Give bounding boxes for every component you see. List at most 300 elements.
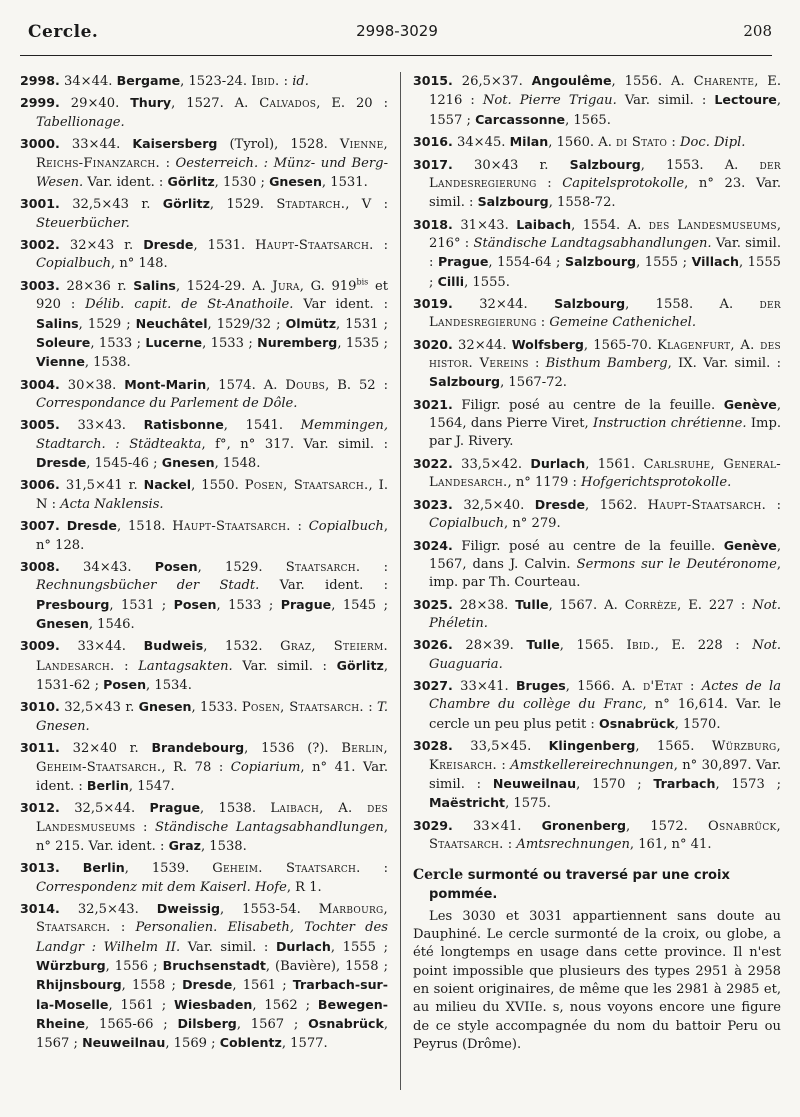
place-name: Durlach xyxy=(530,455,586,471)
entry-text: : xyxy=(667,135,680,151)
place-name: Bruchsenstadt xyxy=(162,958,266,974)
source-title: Correspondance du Parlement de Dôle. xyxy=(36,395,298,411)
entry-text: : xyxy=(110,920,136,936)
catalog-entry xyxy=(413,295,781,333)
catalog-entry xyxy=(20,739,388,796)
entry-text: , imp. par Th. Courteau. xyxy=(429,556,782,591)
catalog-entry xyxy=(20,277,388,372)
entry-number: 3023. xyxy=(413,496,453,512)
place-name: Angoulême xyxy=(531,73,612,88)
place-name: Cilli xyxy=(437,273,465,289)
entry-text: , IX. Var. simil. : xyxy=(667,356,781,372)
entry-text: , 1534. xyxy=(146,677,192,693)
archive-name: Osnabrück, Staatsarch. xyxy=(429,818,781,852)
catalog-entry xyxy=(20,236,388,274)
entry-text: , 1533 ; xyxy=(90,335,146,351)
place-name: Dresde xyxy=(36,454,87,470)
entry-text: , n° 215. Var. ident. : xyxy=(36,819,388,854)
entry-text: , E. 228 : xyxy=(654,638,753,654)
place-name: Berlin xyxy=(82,860,125,876)
place-name: Gnesen xyxy=(161,454,215,470)
entry-text: , 1531 ; xyxy=(336,316,388,332)
entry-text: , 1554-64 ; xyxy=(488,255,565,271)
source-title: Copiarium xyxy=(230,759,301,775)
entry-number: 3005. xyxy=(20,417,60,433)
entry-text: 32×40 r. xyxy=(59,741,152,757)
entry-text: , n° 30,897. Var. simil. : xyxy=(429,757,781,792)
archive-name: Charente xyxy=(693,74,755,89)
entry-number: 3002. xyxy=(20,237,60,253)
entry-text: 33,5×42. xyxy=(452,456,531,472)
catalog-entry xyxy=(413,216,781,292)
entry-number: 3000. xyxy=(20,136,60,152)
entry-number: 3013. xyxy=(20,860,60,876)
place-name: Dresde xyxy=(182,977,233,993)
place-name: Würzburg xyxy=(36,958,106,974)
place-name: Neuchâtel xyxy=(135,315,208,331)
catalog-entry xyxy=(20,135,388,192)
archive-name: Calvados xyxy=(259,96,317,112)
archive-name: Geheim. Staatsarch. xyxy=(212,861,361,877)
place-name: Salzbourg xyxy=(477,194,549,210)
place-name: Bewegen-Rheine xyxy=(36,996,388,1031)
place-name: Thury xyxy=(130,95,172,111)
source-title: T. Gnesen. xyxy=(36,700,388,734)
place-name: Görlitz xyxy=(167,173,215,189)
entry-text: , 161, n° 41. xyxy=(629,836,712,852)
source-title: Actes de la Chambre du collège du Franc xyxy=(429,679,782,713)
entry-text: , 1562. xyxy=(585,497,648,513)
entry-text: , 1577. xyxy=(281,1036,328,1052)
place-name: Posen xyxy=(154,559,198,574)
entry-text: , 1554. A. xyxy=(571,217,649,233)
entry-text: , 1572. xyxy=(626,818,708,834)
entry-text: , E. 20 : xyxy=(316,96,388,112)
entry-text: 32×43 r. xyxy=(59,238,144,254)
place-name: Klingenberg xyxy=(548,738,636,754)
entry-text: , n° 1179 : xyxy=(507,475,582,491)
source-title: Sermons sur le Deutéronome xyxy=(576,556,777,572)
catalog-entry xyxy=(413,537,781,593)
source-title: Tabellionage. xyxy=(36,114,125,130)
entry-text: , 1565-66 ; xyxy=(85,1016,178,1032)
entry-number: 2998. xyxy=(20,73,60,88)
entry-text: , 1531. xyxy=(193,238,256,254)
entry-text: 29×40. xyxy=(59,96,131,112)
catalog-entry xyxy=(20,195,388,233)
column-divider xyxy=(400,72,401,1090)
place-name: Görlitz xyxy=(162,196,210,212)
entry-text: 30×38. xyxy=(59,377,125,393)
entry-text: , f°, n° 317. Var. simil. : xyxy=(201,436,388,452)
entry-text: 32,5×44. xyxy=(59,801,150,817)
place-name: Salins xyxy=(133,277,176,293)
entry-text: : xyxy=(279,74,293,89)
place-name: Prague xyxy=(149,800,201,816)
entry-text: , 1570. xyxy=(674,716,721,732)
entry-text: , E. 227 : xyxy=(677,597,753,613)
archive-name: Haupt-Staatsarch. xyxy=(172,519,291,535)
place-name: Presbourg xyxy=(36,596,110,612)
source-title: Gemeine Cathenichel. xyxy=(549,315,697,331)
catalog-entry xyxy=(20,698,388,736)
entry-text: , B. 52 : xyxy=(325,377,388,393)
catalog-entry xyxy=(413,636,781,674)
source-title: Copialbuch xyxy=(429,516,505,532)
entry-text: , 1561 ; xyxy=(108,997,175,1013)
source-title: Amstkellereirechnungen xyxy=(510,757,674,773)
place-name: Gnesen xyxy=(138,699,192,715)
archive-name: Ibid. xyxy=(626,638,655,654)
entry-text: , 1561 ; xyxy=(232,978,293,994)
entry-text: , 1523-24. xyxy=(180,74,252,89)
entry-text: , 1555 ; xyxy=(429,255,782,290)
place-name: Trarbach-sur-la-Moselle xyxy=(36,977,388,1012)
entry-text: Var. simil. : xyxy=(180,939,276,955)
archive-name: der Landesregierung xyxy=(429,157,781,191)
entry-text: , I. N : xyxy=(36,478,388,512)
catalog-entry xyxy=(20,476,388,514)
entry-text: , 1575. xyxy=(505,796,551,812)
entry-number: 3006. xyxy=(20,477,60,493)
entry-text: 33×43. xyxy=(59,418,144,434)
place-name: Salzbourg xyxy=(554,296,626,312)
catalog-entry xyxy=(413,156,781,213)
entry-text: , 1566. A. xyxy=(565,679,643,695)
entry-text: , 1530 ; xyxy=(214,174,270,190)
archive-name: di Stato xyxy=(616,135,668,151)
place-name: Laibach xyxy=(516,216,572,232)
entry-text: , 1553-54. xyxy=(220,902,319,918)
entry-number: 3008. xyxy=(20,559,60,574)
entry-text: 28×38. xyxy=(452,597,516,613)
entry-text: , 1558-72. xyxy=(548,195,616,211)
place-name: Osnabrück xyxy=(599,715,675,731)
entry-text: Var. simil. : xyxy=(616,93,715,109)
entry-text: 34×45. xyxy=(452,135,510,151)
place-name: Neuweilnau xyxy=(492,775,577,791)
archive-name: Klagenfurt, A. des histor. Vereins xyxy=(429,337,781,372)
section-heading-rest: surmonté ou traversé par une croix pommée. xyxy=(429,868,730,902)
catalog-entry xyxy=(413,596,781,634)
entry-text xyxy=(60,861,83,876)
entry-text: , 1555 ; xyxy=(636,255,692,271)
entry-number: 3025. xyxy=(413,596,453,612)
entry-text: , 1565. xyxy=(635,739,712,755)
entry-text: : xyxy=(536,175,563,191)
entry-text: 33×44. xyxy=(59,639,144,655)
entry-text: , 1570 ; xyxy=(576,776,654,792)
place-name: Genève xyxy=(723,396,777,412)
entry-text: , 1574. A. xyxy=(206,377,286,393)
entry-text: , 1564, dans Pierre Viret, xyxy=(429,397,781,432)
place-name: Prague xyxy=(437,254,489,270)
entry-number: 3007. xyxy=(20,518,60,534)
entry-text: : xyxy=(290,519,309,535)
running-title: Cercle. xyxy=(28,22,99,42)
catalog-entry xyxy=(20,637,388,695)
entry-text: , G. 919 xyxy=(299,278,357,294)
header-rule xyxy=(20,55,772,56)
place-name: Posen xyxy=(103,676,147,692)
entry-number: 3014. xyxy=(20,901,60,917)
place-name: Dilsberg xyxy=(177,1015,237,1031)
source-title: Lantagsakten. xyxy=(138,658,233,674)
entry-text: , 1529. xyxy=(209,197,277,213)
archive-name: Laibach, A. des Landesmuseums xyxy=(36,801,388,835)
catalog-entry xyxy=(20,558,388,634)
place-name: Olmütz xyxy=(285,315,337,331)
source-title: Copialbuch xyxy=(36,256,112,272)
entry-text: , 1558. A. xyxy=(625,297,760,313)
source-title: Rechnungsbücher der Stadt. xyxy=(36,578,260,594)
archive-name: Würzburg, Kreisarch. xyxy=(429,739,781,773)
catalog-entry xyxy=(413,817,781,855)
entry-number: 3017. xyxy=(413,156,453,172)
page-number: 208 xyxy=(743,22,772,40)
place-name: Neuweilnau xyxy=(82,1035,166,1051)
entry-text: , 1538. xyxy=(84,355,131,371)
entry-text: 33×41. xyxy=(452,818,542,834)
entry-text: Var. ident. : xyxy=(83,174,168,190)
entry-text xyxy=(60,519,67,534)
entry-text: : xyxy=(360,560,389,575)
section-paragraph: Les 3030 et 3031 appartiennent sans doute au Dauphiné. Le cercle surmonté de la croix, ou globe, a été longtemps en usage dans cette province. Il n'est point impossible que plusieurs des types 2951 à 2958 en soient originaires, de même que les 2981 à 2985 et, au milieu du XVIIe. s, nous voyons encore une figure de ce style accompagnée du nom du battoir Peru ou Peyrus (Drôme). xyxy=(413,908,781,1052)
place-name: Prague xyxy=(280,596,332,612)
entry-text: , 1555 ; xyxy=(330,939,388,955)
section-heading xyxy=(413,866,781,904)
entry-number: 3021. xyxy=(413,396,453,412)
source-title: Ständische Lantagsabhandlungen xyxy=(155,819,384,835)
section-keyword: Cercle xyxy=(413,867,464,884)
place-name: Wiesbaden xyxy=(174,996,253,1012)
entry-text: 30×43 r. xyxy=(452,157,570,173)
entry-number: 3019. xyxy=(413,296,453,312)
place-name: Soleure xyxy=(36,334,91,350)
entry-text: , 1541. xyxy=(223,418,301,434)
entry-text: , 1524-29. A. xyxy=(175,278,273,294)
entry-text: , 1518. xyxy=(116,519,173,535)
entry-text: , 1557 ; xyxy=(429,93,781,128)
source-title: Personalien. Elisabeth, Tochter des Landgr : Wilhelm II. xyxy=(36,920,388,955)
source-title: Oesterreich. : Münz- und Berg-Wesen. xyxy=(36,155,388,190)
entry-text: (Tyrol), 1528. xyxy=(217,137,340,153)
entry-text: 32,5×40. xyxy=(452,497,535,513)
catalog-entry xyxy=(20,72,388,91)
archive-name: d'Etat xyxy=(642,679,683,695)
archive-name: Doubs xyxy=(285,377,326,393)
entry-text: , E. 1216 : xyxy=(429,74,782,109)
place-name: Salzbourg xyxy=(429,374,501,390)
archive-name: Haupt-Staatsarch. xyxy=(647,497,767,513)
entry-number: 3009. xyxy=(20,638,60,654)
archive-name: Vienne, Reichs-Finanzarch. xyxy=(36,137,389,171)
source-title: Bisthum Bamberg xyxy=(545,356,668,372)
catalog-entry xyxy=(413,677,781,734)
source-title: Ständische Landtagsabhandlungen. xyxy=(473,235,712,251)
archive-name: Jura xyxy=(272,278,300,294)
source-title: Correspondenz mit dem Kaiserl. Hofe xyxy=(36,879,287,895)
entry-text: 32×44. xyxy=(452,337,512,353)
entry-text: , n° 41. Var. ident. : xyxy=(36,759,389,794)
entry-text: , 1556. A. xyxy=(611,74,694,89)
entry-text: , V : xyxy=(345,197,388,213)
source-title: Not. Guaguaria. xyxy=(429,638,781,672)
entry-text: , (Bavière), 1558 ; xyxy=(265,959,388,975)
entry-text: , n° 148. xyxy=(111,256,168,272)
place-name: Wolfsberg xyxy=(511,336,584,352)
right-entries xyxy=(413,72,781,854)
place-name: Vienne xyxy=(36,354,85,370)
place-name: Tulle xyxy=(526,637,560,653)
entry-text: , 1539. xyxy=(124,861,213,877)
catalog-entry xyxy=(20,859,388,897)
entry-text: : xyxy=(503,836,517,852)
entry-text: 33×41. xyxy=(452,679,516,695)
entry-number: 3015. xyxy=(413,73,453,88)
entry-text: 32,5×43. xyxy=(59,902,157,918)
entry-text: , 1545 ; xyxy=(331,597,388,613)
entry-text: , 1558 ; xyxy=(121,978,183,994)
catalog-entry xyxy=(20,517,388,555)
entry-text: : xyxy=(766,497,781,513)
entry-text: , n° 16,614. Var. le cercle un peu plus petit : xyxy=(429,697,782,732)
entry-text: : xyxy=(363,700,378,716)
entry-text: , n° 279. xyxy=(504,516,561,532)
entry-text: : xyxy=(160,155,176,171)
place-name: Salzbourg xyxy=(565,254,637,270)
place-name: Dresde xyxy=(143,237,194,253)
entry-number: 3010. xyxy=(20,699,60,715)
entry-text: , 1565. xyxy=(565,112,611,128)
source-title: Hofgerichtsprotokolle. xyxy=(581,475,732,491)
entry-text: , 1538. xyxy=(200,838,247,854)
entry-number: 3028. xyxy=(413,738,453,754)
entry-text: , 1535 ; xyxy=(337,335,388,351)
catalog-entry xyxy=(20,799,388,856)
entry-number: 3022. xyxy=(413,455,453,471)
entry-text: : xyxy=(114,658,139,674)
entry-text: , 1567-72. xyxy=(500,375,567,391)
entry-text: : xyxy=(528,356,546,372)
archive-name: Carlsruhe, General-Landesarch. xyxy=(429,456,781,491)
entry-text: , 1546. xyxy=(88,616,135,632)
entry-text: : xyxy=(536,315,550,331)
archive-name: Graz, Steierm. Landesarch. xyxy=(36,639,389,674)
place-name: Graz xyxy=(168,837,201,853)
catalog-entry xyxy=(413,133,781,152)
entry-text: , 1555. xyxy=(464,274,510,290)
entry-text: , R 1. xyxy=(286,879,322,895)
entry-text: : xyxy=(360,861,388,877)
source-title: Not. Phéletin. xyxy=(429,597,781,631)
catalog-entry xyxy=(20,376,388,414)
place-name: Genève xyxy=(723,537,777,553)
source-title: Acta Naklensis. xyxy=(60,496,164,512)
catalog-entry xyxy=(413,396,781,452)
place-name: Bruges xyxy=(515,678,566,694)
entry-text: 34×43. xyxy=(59,560,155,575)
source-title: Copialbuch xyxy=(308,519,384,535)
place-name: Brandebourg xyxy=(151,740,245,756)
place-name: Gronenberg xyxy=(541,817,627,833)
place-name: Osnabrück xyxy=(308,1015,384,1031)
entry-number: 3012. xyxy=(20,800,60,816)
archive-name: Haupt-Staatsarch. xyxy=(255,238,374,254)
place-name: Budweis xyxy=(143,638,204,654)
entry-text: 32×44. xyxy=(452,297,555,313)
place-name: Kaisersberg xyxy=(132,136,218,152)
entry-text: Filigr. posé au centre de la feuille. xyxy=(452,538,724,554)
entry-number: 3003. xyxy=(20,277,60,293)
source-title: Délib. capit. de St-Anathoile. xyxy=(85,297,294,313)
source-title: Amtsrechnungen xyxy=(516,836,630,852)
entry-number: 3026. xyxy=(413,637,453,653)
archive-name: Staatsarch. xyxy=(285,560,361,575)
entry-text: , n° 128. xyxy=(36,519,388,553)
running-header xyxy=(22,22,772,50)
place-name: Gnesen xyxy=(269,173,322,189)
catalog-entry xyxy=(20,900,388,1053)
place-name: Durlach xyxy=(275,938,331,954)
source-title: Memmingen, Stadtarch. : Städteakta xyxy=(36,418,388,452)
right-column xyxy=(413,72,781,1054)
entry-text: , 1533 ; xyxy=(216,597,281,613)
place-name: Gnesen xyxy=(36,615,89,631)
place-name: Berlin xyxy=(86,777,129,793)
entry-text: , 1573 ; xyxy=(715,776,781,792)
place-name: Nackel xyxy=(143,477,192,493)
entry-text: , 1553. A. xyxy=(640,157,760,173)
entry-text: Var ident. : xyxy=(293,297,388,313)
entry-number: 3029. xyxy=(413,817,453,833)
entry-text: , 1556 ; xyxy=(105,959,163,975)
archive-name: Berlin, Geheim-Staatsarch. xyxy=(36,741,389,775)
entry-text: : xyxy=(373,238,388,254)
entry-text: , 216° : xyxy=(429,217,781,251)
source-title: Steuerbücher. xyxy=(36,215,130,231)
entry-text: , 1567 ; xyxy=(36,1016,388,1052)
place-name: Dweissig xyxy=(156,901,221,917)
entry-text: : xyxy=(497,757,511,773)
entry-number: 3018. xyxy=(413,216,453,232)
archive-name: des Landesmuseums xyxy=(648,217,777,233)
entry-text: , 1536 (?). xyxy=(244,741,342,757)
archive-name: der Landesregierung xyxy=(429,297,781,331)
place-name: Mont-Marin xyxy=(124,376,207,392)
entry-number: 3027. xyxy=(413,678,453,694)
place-name: Dresde xyxy=(534,496,586,512)
entry-text: , 1531-62 ; xyxy=(36,658,388,693)
place-name: Lucerne xyxy=(145,334,203,350)
entry-text: , 1567. A. xyxy=(548,597,625,613)
archive-name: Posen, Staatsarch. xyxy=(241,700,364,716)
entry-text: Imp. par J. Rivery. xyxy=(429,416,781,450)
entry-text: 32,5×43 r. xyxy=(59,197,163,213)
entry-text: , 1533 ; xyxy=(202,335,258,351)
entry-text: 34×44. xyxy=(59,74,117,89)
catalog-entry xyxy=(413,455,781,493)
entry-text: , 1569 ; xyxy=(165,1036,220,1052)
entry-text: 33,5×45. xyxy=(452,739,549,755)
catalog-entry xyxy=(413,336,781,393)
entry-number: 3020. xyxy=(413,336,453,352)
left-column xyxy=(20,72,388,1057)
entry-text: , 1548. xyxy=(214,455,261,471)
place-name: Villach xyxy=(691,254,739,270)
entry-text: 28×39. xyxy=(452,638,527,654)
entry-text: , 1550. xyxy=(191,478,245,494)
